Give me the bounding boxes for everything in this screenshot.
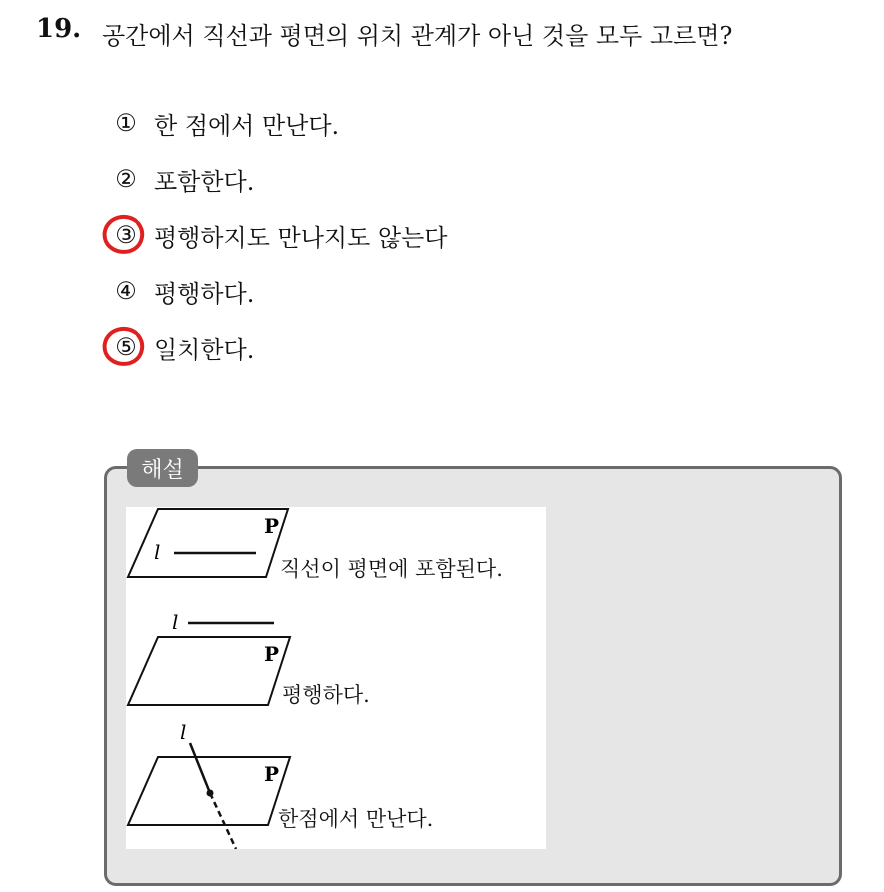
line-label: l [154,540,161,564]
explanation-figures [126,507,546,849]
choice-4[interactable] [106,271,254,311]
choice-5[interactable] [106,327,254,367]
choice-text: 평행하다. [154,279,255,308]
figure-line-in-plane [128,509,288,577]
choice-1[interactable] [106,103,339,143]
figure-line-parallel-plane [128,610,290,705]
intersection-point [207,790,214,797]
choice-number: ③ [115,221,137,249]
line-segment-below [210,793,236,849]
choice-text: 일치한다. [154,335,255,364]
explanation-tag: 해설 [127,449,198,487]
choice-number: ④ [115,277,137,305]
figure-caption-1: 직선이 평면에 포함된다. [280,557,503,581]
figure-caption-2: 평행하다. [282,683,370,707]
choice-text: 평행하지도 만나지도 않는다 [154,223,448,252]
line-label: l [172,610,179,634]
choice-text: 한 점에서 만난다. [154,111,340,140]
choice-number: ⑤ [115,333,137,361]
line-label: l [180,720,187,744]
line-segment-above [190,743,210,793]
plane-label: P [264,642,280,666]
question-number: 19. [36,14,82,44]
choice-text: 포함한다. [154,167,255,196]
choice-3[interactable] [106,215,447,255]
choice-number: ② [115,165,137,193]
choice-2[interactable] [106,159,254,199]
figure-line-intersecting-plane [128,720,290,849]
plane-label: P [264,514,280,538]
question-text: 공간에서 직선과 평면의 위치 관계가 아닌 것을 모두 고르면? [102,22,733,50]
choice-number: ① [115,109,137,137]
plane-label: P [264,762,280,786]
figure-caption-3: 한점에서 만난다. [278,807,434,831]
